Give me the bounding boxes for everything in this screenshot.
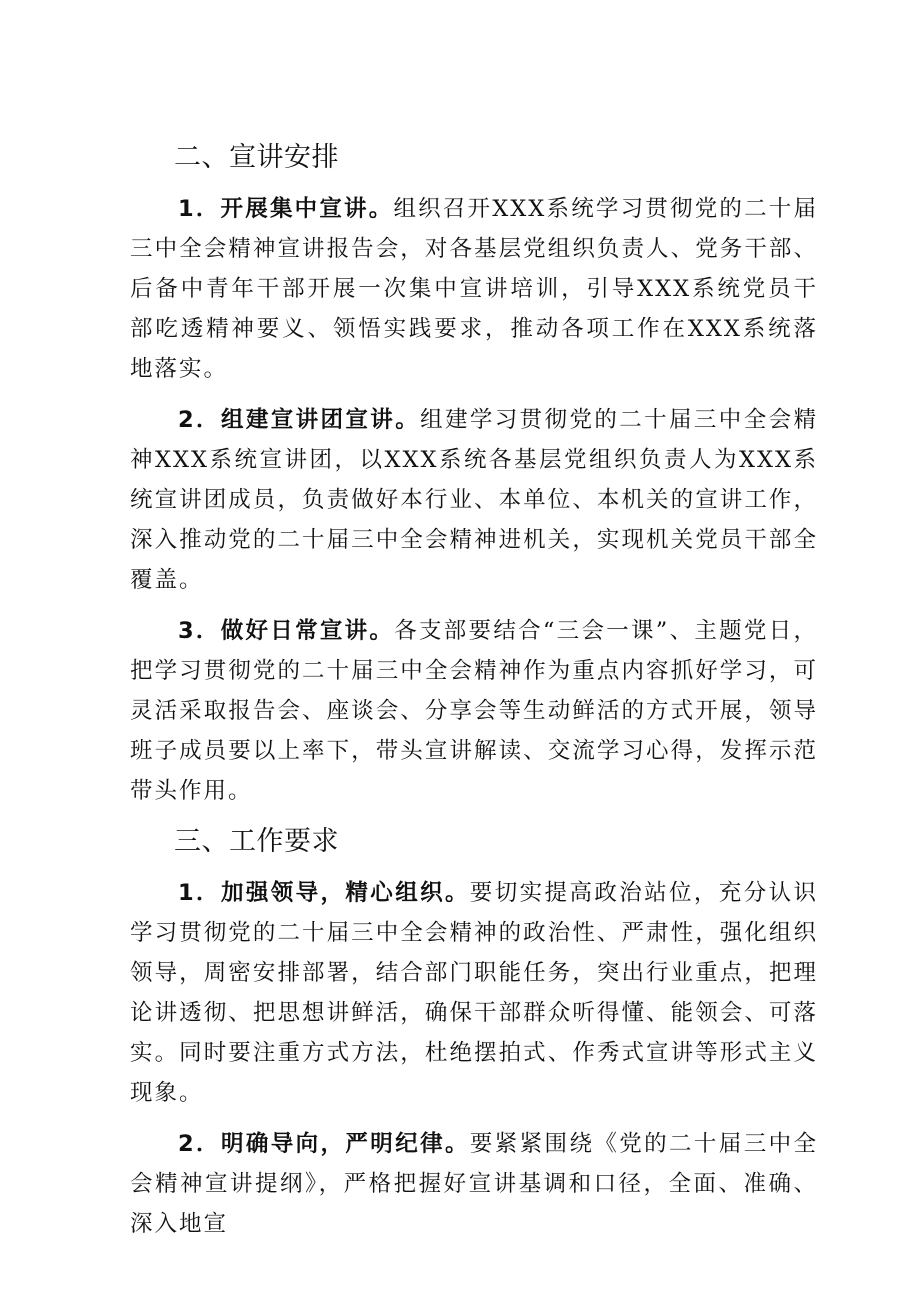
paragraph-discipline xyxy=(130,1124,818,1244)
section-heading-requirements: 三、工作要求 xyxy=(174,826,339,857)
paragraph-body: 要紧紧围绕《党的二十届三中全会精神宣讲提纲》，严格把握好宣讲基调和口径，全面、准确、深入地宣 xyxy=(130,1131,818,1237)
paragraph-lead: 2．组建宣讲团宣讲。 xyxy=(178,407,421,433)
paragraph-daily-lecture xyxy=(130,611,818,811)
document-page xyxy=(130,138,818,1255)
paragraph-leadership xyxy=(130,873,818,1113)
paragraph-body: 要切实提高政治站位，充分认识学习贯彻党的二十届三中全会精神的政治性、严肃性，强化组织领导，周密安排部署，结合部门职能任务，突出行业重点，把理论讲透彻、把思想讲鲜活，确保干部群众听得懂、能领会、可落实。同时要注重方式方法，杜绝摆拍式、作秀式宣讲等形式主义现象。 xyxy=(130,880,818,1106)
section-heading-arrangements: 二、宣讲安排 xyxy=(174,142,339,173)
paragraph-body: 组织召开XXX系统学习贯彻党的二十届三中全会精神宣讲报告会，对各基层党组织负责人、党务干部、后备中青年干部开展一次集中宣讲培训，引导XXX系统党员干部吃透精神要义、领悟实践要求，推动各项工作在XXX系统落地落实。 xyxy=(130,196,818,382)
paragraph-centralized-lecture xyxy=(130,189,818,389)
paragraph-body: 各支部要结合“三会一课”、主题党日，把学习贯彻党的二十届三中全会精神作为重点内容抓好学习，可灵活采取报告会、座谈会、分享会等生动鲜活的方式开展，领导班子成员要以上率下，带头宣讲解读、交流学习心得，发挥示范带头作用。 xyxy=(130,618,819,804)
paragraph-body: 组建学习贯彻党的二十届三中全会精神XXX系统宣讲团，以XXX系统各基层党组织负责人为XXX系统宣讲团成员，负责做好本行业、本单位、本机关的宣讲工作，深入推动党的二十届三中全会精神进机关，实现机关党员干部全覆盖。 xyxy=(130,407,818,593)
paragraph-lecture-team xyxy=(130,400,818,600)
paragraph-lead: 2．明确导向，严明纪律。 xyxy=(178,1131,470,1157)
paragraph-lead: 1．加强领导，精心组织。 xyxy=(178,880,470,906)
paragraph-lead: 3．做好日常宣讲。 xyxy=(178,618,395,644)
paragraph-lead: 1．开展集中宣讲。 xyxy=(178,196,394,222)
